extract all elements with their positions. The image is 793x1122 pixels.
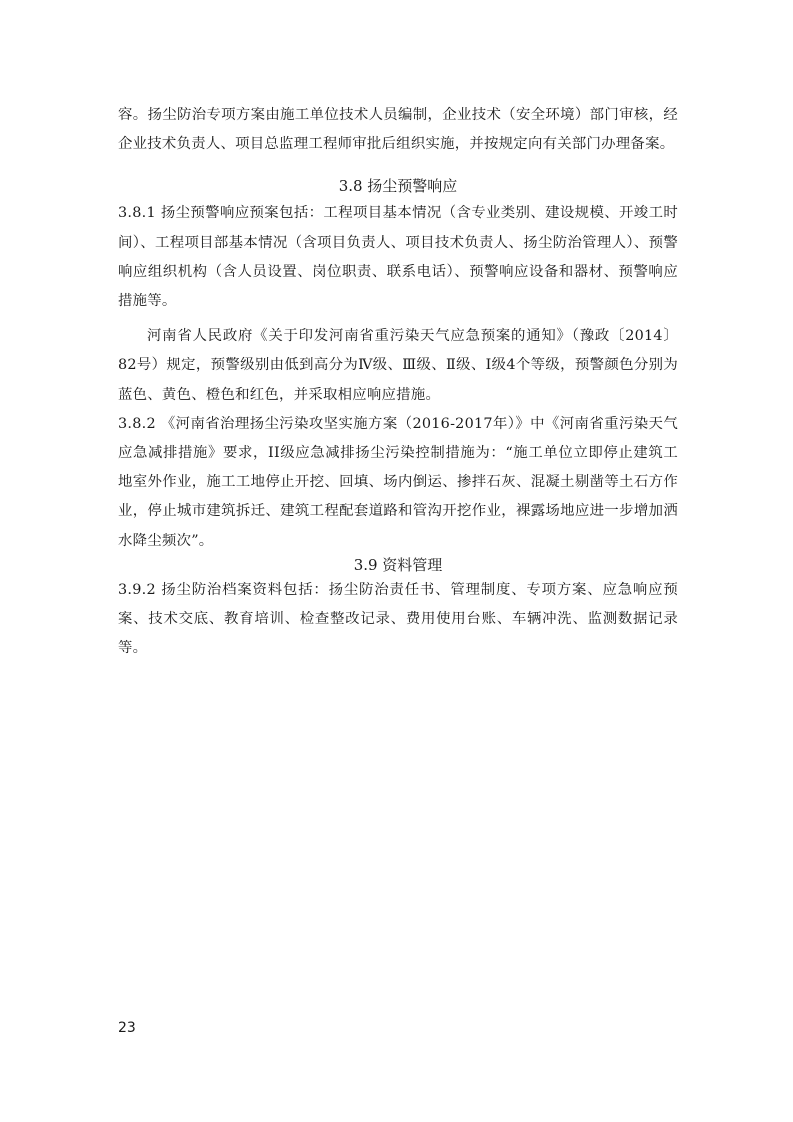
clause-3-9-2: 3.9.2 扬尘防治档案资料包括：扬尘防治责任书、管理制度、专项方案、应急响应预案、技术交底、教育培训、检查整改记录、费用使用台账、车辆冲洗、监测数据记录等。 — [118, 581, 678, 657]
henan-regulation-paragraph: 河南省人民政府《关于印发河南省重污染天气应急预案的通知》（豫政〔2014〕82号）规定，预警级别由低到高分为Ⅳ级、Ⅲ级、Ⅱ级、Ⅰ级4个等级，预警颜色分别为蓝色、黄色、橙色和红色，并采取相应响应措施。 — [118, 328, 678, 403]
clause-3-8-2: 3.8.2 《河南省治理扬尘污染攻坚实施方案（2016-2017年）》中《河南省重污染天气应急减排措施》要求，II级应急减排扬尘污染控制措施为：“施工单位立即停止建筑工地室外作业，施工工地停止开挖、回填、场内倒运、掺拌石灰、混凝土剔凿等土石方作业，停止城市建筑拆迁、建筑工程配套道路和管沟开挖作业，裸露场地应进一步增加洒水降尘频次”。 — [118, 415, 678, 549]
intro-paragraph: 容。扬尘防治专项方案由施工单位技术人员编制，企业技术（安全环境）部门审核，经企业技术负责人、项目总监理工程师审批后组织实施，并按规定向有关部门办理备案。 — [118, 107, 678, 153]
page-content — [118, 101, 678, 663]
page-number: 23 — [118, 1020, 136, 1036]
section-heading-3-9: 3.9 资料管理 — [353, 555, 443, 574]
clause-3-8-1: 3.8.1 扬尘预警响应预案包括：工程项目基本情况（含专业类别、建设规模、开竣工时间）、工程项目部基本情况（含项目负责人、项目技术负责人、扬尘防治管理人）、预警响应组织机构（含人员设置、岗位职责、联系电话）、预警响应设备和器材、预警响应措施等。 — [118, 205, 678, 310]
section-heading-3-8: 3.8 扬尘预警响应 — [338, 177, 458, 196]
